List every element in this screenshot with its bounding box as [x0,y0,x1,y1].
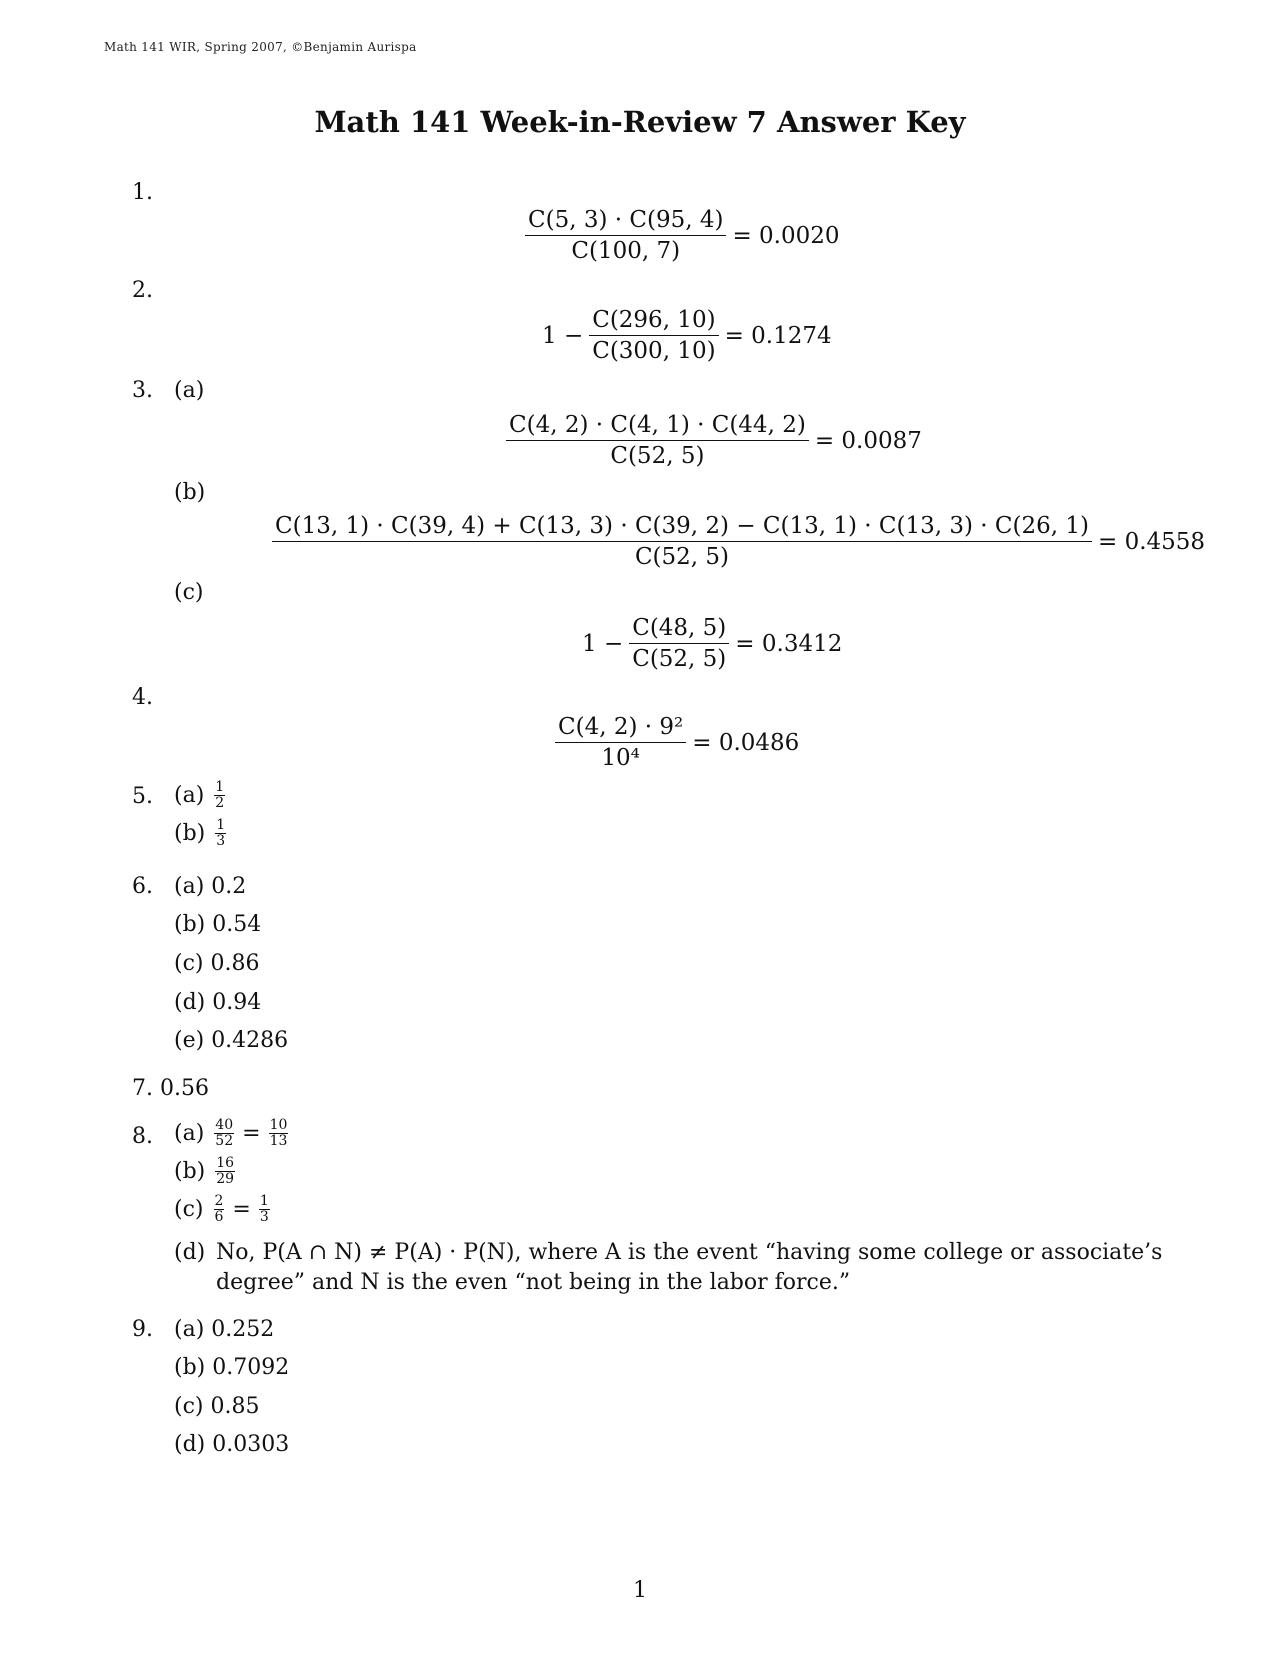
question-3a-label: (a) [174,378,205,403]
question-8b-num: 16 [216,1155,235,1171]
question-3a-fraction [506,412,809,469]
question-7-value: 0.56 [160,1076,209,1101]
question-6b [174,912,261,937]
question-8c-den-2: 3 [259,1209,269,1225]
question-6-number: 6. [132,874,153,899]
question-5a-den: 2 [215,795,225,811]
question-3b-numerator: C(13, 1) · C(39, 4) + C(13, 3) · C(39, 2) − C(13, 1) · C(13, 3) · C(26, 1) [272,513,1092,542]
question-8c [174,1194,273,1225]
question-3c-prefix: 1 − [582,630,624,657]
running-header: Math 141 WIR, Spring 2007, ©Benjamin Aurispa [104,40,417,54]
question-9c-label: (c) [174,1394,204,1419]
question-9b [174,1355,289,1380]
question-3c-numerator: C(48, 5) [629,615,729,644]
question-6d [174,990,261,1015]
question-9d-value: 0.0303 [212,1432,290,1457]
question-8d-line-2: degree” and N is the even “not being in the labor force.” [216,1270,851,1295]
question-2-prefix: 1 − [542,322,584,349]
question-8b-label: (b) [174,1159,206,1184]
question-6a [174,874,246,899]
question-8a [174,1118,291,1149]
question-2-number: 2. [132,278,153,303]
question-6b-label: (b) [174,912,206,937]
question-8a-equals: = [242,1121,261,1146]
question-2-result: = 0.1274 [724,322,832,349]
question-9d-label: (d) [174,1432,206,1457]
question-8c-den-1: 6 [214,1209,224,1225]
question-4-denominator: 10⁴ [601,745,640,771]
question-9b-label: (b) [174,1355,206,1380]
question-8a-fraction-2 [269,1118,289,1149]
question-3a-result: = 0.0087 [814,427,922,454]
question-5b-num: 1 [216,817,226,833]
question-1-result: = 0.0020 [732,222,840,249]
question-2-equation [536,307,838,364]
question-8d-label: (d) [174,1240,206,1265]
question-3b-label: (b) [174,480,206,505]
question-8a-num-1: 40 [215,1117,234,1133]
question-8a-label: (a) [174,1121,205,1146]
question-8c-num-2: 1 [259,1193,269,1209]
question-8c-fraction-1 [214,1194,225,1225]
question-6e-value: 0.4286 [211,1028,289,1053]
question-4-numerator: C(4, 2) · 9² [555,714,686,743]
question-8a-den-1: 52 [215,1133,234,1149]
question-5a [174,780,228,811]
question-6e [174,1028,288,1053]
question-6c [174,951,259,976]
question-3-number: 3. [132,378,153,403]
question-5a-num: 1 [215,779,225,795]
question-9d [174,1432,289,1457]
question-8b-fraction [215,1156,235,1187]
question-3a-denominator: C(52, 5) [610,443,705,469]
question-1-fraction [525,207,726,264]
question-2-numerator: C(296, 10) [589,307,718,336]
question-8a-fraction-1 [214,1118,234,1149]
question-1-number: 1. [132,180,153,205]
question-5a-fraction [214,780,225,811]
question-9a [174,1317,274,1342]
question-8c-num-1: 2 [214,1193,224,1209]
question-9-number: 9. [132,1317,153,1342]
question-3b-result: = 0.4558 [1097,528,1206,555]
question-8-number: 8. [132,1124,153,1149]
question-8b [174,1156,238,1187]
question-6c-label: (c) [174,951,204,976]
question-3a-numerator: C(4, 2) · C(4, 1) · C(44, 2) [506,412,809,441]
question-3c-equation [576,615,848,672]
question-3b-denominator: C(52, 5) [634,544,730,570]
question-8d-text [216,1238,1176,1298]
question-4-number: 4. [132,685,153,710]
question-4-result: = 0.0486 [692,729,800,756]
question-3c-denominator: C(52, 5) [632,646,727,672]
question-6d-label: (d) [174,990,206,1015]
question-3b-equation [272,513,1211,570]
question-5a-label: (a) [174,783,205,808]
question-1-equation [525,207,846,264]
question-6c-value: 0.86 [210,951,260,976]
question-8c-label: (c) [174,1197,204,1222]
question-5b-fraction [215,818,226,849]
page-number: 1 [633,1578,647,1603]
question-8d-line-1: No, P(A ∩ N) ≠ P(A) · P(N), where A is the event “having some college or associate’s [216,1240,1163,1265]
question-4-equation [555,714,805,771]
question-9c [174,1394,259,1419]
question-9a-value: 0.252 [211,1317,275,1342]
question-8a-den-2: 13 [269,1133,288,1149]
page-title: Math 141 Week-in-Review 7 Answer Key [314,105,966,139]
question-5b-den: 3 [216,833,226,849]
question-7 [132,1076,209,1101]
question-1-denominator: C(100, 7) [571,238,681,264]
question-6a-label: (a) [174,874,205,899]
question-8a-num-2: 10 [269,1117,288,1133]
question-5b [174,818,229,849]
question-4-fraction [555,714,686,771]
question-5-number: 5. [132,784,153,809]
question-8b-den: 29 [216,1171,235,1187]
question-1-numerator: C(5, 3) · C(95, 4) [525,207,726,236]
question-6d-value: 0.94 [212,990,262,1015]
question-9a-label: (a) [174,1317,205,1342]
question-7-number: 7. [132,1076,153,1101]
question-2-denominator: C(300, 10) [592,338,716,364]
question-2-fraction [589,307,718,364]
question-3b-fraction [272,513,1092,570]
question-6e-label: (e) [174,1028,205,1053]
question-3c-fraction [629,615,729,672]
question-8c-fraction-2 [259,1194,270,1225]
question-8c-equals: = [232,1197,251,1222]
question-5b-label: (b) [174,821,206,846]
question-3a-equation [506,412,928,469]
question-6b-value: 0.54 [212,912,262,937]
question-6a-value: 0.2 [211,874,247,899]
question-3c-result: = 0.3412 [735,630,843,657]
question-9c-value: 0.85 [210,1394,260,1419]
question-9b-value: 0.7092 [212,1355,290,1380]
question-3c-label: (c) [174,580,204,605]
